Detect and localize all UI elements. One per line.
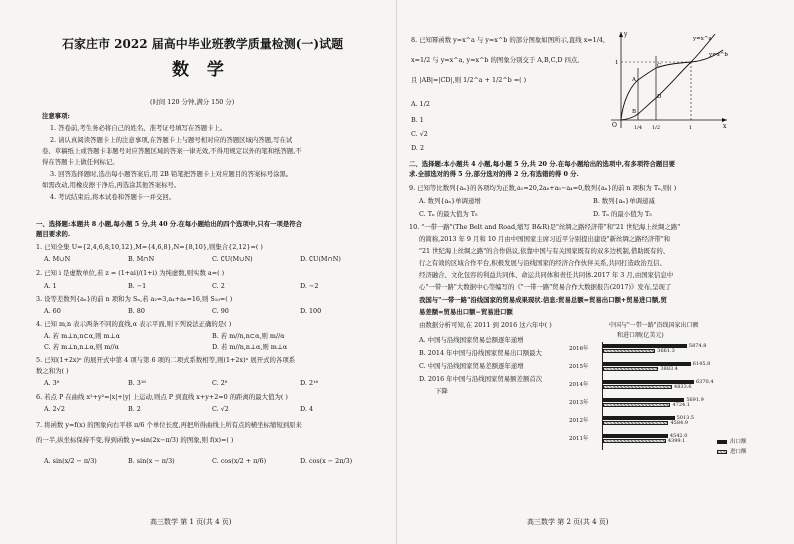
option-c: C. 中国与沿线国家贸易差额逐年递增 [419,362,524,370]
bar-value-label: 4542.0 [669,433,688,439]
option-d-cont: 下降 [435,387,448,395]
option-a: A. 1 [44,282,57,290]
bar-value-label: 6370.4 [696,379,714,385]
option-b: B. 数列{aₙ}单调递减 [593,197,655,205]
option-d: D. ∁U(M∩N) [300,255,341,263]
x-tick-label: 1 [689,125,693,131]
legend-swatch-export [717,440,727,444]
bar-value-label: 4833.6 [674,384,692,390]
section-2-heading-cont: 求.全部选对的得 5 分,部分选对的得 2 分,有选错的得 0 分. [409,170,579,178]
origin-label: O [612,122,617,129]
bar-import [603,367,658,371]
chart-category-label: 2014年 [569,382,589,388]
note-line: 如需改动,用橡皮擦干净后,再选涂其他答案标号。 [42,181,181,189]
x-axis-arrow-icon [722,118,727,122]
section-1-heading: 一、选择题:本题共 8 小题,每小题 5 分,共 40 分.在每小题给出的四个选项中,只有一项是符合 [36,220,303,228]
curve-b [621,50,723,120]
y-axis-arrow-icon [619,32,623,37]
bar-import [603,403,670,407]
question-3: 3. 设等差数列{aₙ}的前 n 项和为 Sₙ,若 a₂=3,a₄+a₆=16,则 S₁₀=( ) [36,295,233,303]
exam-meta: (时间 120 分钟,满分 150 分) [150,98,235,106]
question-5-cont: 数之和为( ) [36,367,69,375]
question-10-line: 的简称,2013 年 9 月和 10 月由中国国家主席习近平分别提出建设"新丝绸之路经济带"和 [419,235,671,243]
chart-title: 中国与"一带一路"沿线国家出口额 [609,322,699,329]
option-d: D. 2016 年中国与沿线国家贸易额差额首次 [419,375,543,383]
question-5: 5. 已知(1+2x)ⁿ 的展开式中第 4 项与第 6 项的二项式系数相等,则(1+2x)ⁿ 展开式的各项系 [36,356,296,364]
option-c: C. ∁U(M∪N) [212,255,253,263]
note-line: 3. 回答选择题时,选出每小题答案后,用 2B 铅笔把答题卡上对应题目的答案标号涂黑。 [50,170,293,178]
option-b: B. 2 [128,405,141,413]
page-2 [397,0,794,544]
curve-a-label: y=x^a [693,36,712,42]
question-10-line: 经济融合、文化包容的利益共同体、命运共同体和责任共同体.2017 年 3 月,由国家信息中 [419,271,674,279]
question-9: 9. 已知等比数列{aₙ}的各项均为正数,a₁=20,2a₆+a₅−a₄=0,数列{aₙ}的前 n 项积为 Tₙ,则( ) [409,184,677,192]
section-1-heading-cont: 题目要求的. [36,230,71,238]
option-d: D. 若 m//n,n⊥α,则 m⊥α [212,343,288,351]
option-a: A. 若 m⊥n,n⊂α,则 m⊥α [44,332,120,340]
bar-value-label: 4724.1 [672,402,690,408]
y-axis-label: y [624,31,628,38]
option-a: A. M∪N [44,255,71,263]
bar-import [603,421,668,425]
legend-label-export: 出口额 [730,439,747,445]
option-c: C. √2 [212,405,229,413]
page-footer: 高三数学 第 2 页(共 4 页) [527,518,609,526]
option-b: B. 80 [128,307,145,315]
option-d: D. 4 [300,405,314,413]
chart-category-label: 2016年 [569,346,589,352]
question-8-line3: 且 |AB|=|CD|,则 1/2^a + 1/2^b =( ) [411,76,527,84]
option-d: D. 2¹⁶ [300,379,319,387]
note-line: 得在答题卡上做任何标记。 [42,158,119,166]
question-2: 2. 已知 i 是虚数单位,若 z = (1+ai)/(1+i) 为纯虚数,则实数 a=( ) [36,269,225,277]
question-10-line: 心"一带一路"大数据中心等编写的《"一带一路"贸易合作大数据报告(2017)》发布,呈现了 [419,283,672,291]
chart-subtitle: 和进口额(亿美元) [617,332,664,339]
option-d: D. cos(x − 2π/3) [300,457,353,465]
chart-axis-line [602,342,603,450]
option-d: D. 100 [300,307,322,315]
option-b: B. 1 [411,116,424,124]
chart-category-label: 2015年 [569,364,589,370]
x-axis-label: x [723,123,727,130]
bar-value-label: 6145.8 [692,361,711,367]
chart-category-label: 2011年 [569,436,589,442]
point-label: C [657,63,662,69]
curve-b-label: y=x^b [709,52,728,58]
point-label: B [632,109,637,115]
note-line: 卷、草稿纸上或答题卡非题号对应答题区域的答案一律无效,不得用规定以外的笔和纸答题,不 [42,147,302,155]
x-tick-label: 1/4 [634,125,643,131]
option-c: C. √2 [411,130,428,138]
option-b: B. −1 [128,282,147,290]
option-c: C. cos(x/2 + π/6) [212,457,267,465]
note-line: 1. 答卷前,考生务必将自己的姓名、准考证号填写在答题卡上。 [50,124,227,132]
trade-bar-chart [567,320,777,462]
bar-value-label: 5691.9 [686,397,704,403]
subject-title: 数 学 [172,60,230,80]
bar-import [603,439,666,443]
x-tick-label: 1/2 [652,125,661,131]
option-a: A. sin(x/2 − π/3) [44,457,97,465]
question-10-line: "21 世纪海上丝绸之路"的合作倡议,依靠中国与有关国家既有的双多边机制,借助既有的、 [419,247,670,255]
option-a: A. 60 [44,307,61,315]
option-b: B. 若 m//n,n⊂α,则 m//α [212,332,285,340]
question-6: 6. 若点 P 在曲线 x²+y²=|x|+|y| 上运动,则点 P 到直线 x+y+2=0 的距离的最大值为( ) [36,393,288,401]
question-10-line: 我国与"一带一路"沿线国家的贸易成果现状.信息:贸易总额=贸易出口额+贸易进口额,贸 [419,296,667,304]
legend-label-import: 进口额 [730,449,747,455]
page-footer: 高三数学 第 1 页(共 4 页) [150,518,232,526]
point-label: D [657,94,662,100]
question-10-line: 易差额=贸易出口额−贸易进口额 [419,308,513,316]
option-a: A. 2√2 [44,405,65,413]
bar-import [603,385,672,389]
power-function-graph [607,28,731,132]
option-c: C. Tₙ 的最大值为 T₅ [419,210,478,218]
bar-value-label: 4584.9 [670,420,688,426]
question-8: 8. 已知幂函数 y=x^a 与 y=x^b 的部分图象如图所示,直线 x=1/4, [411,36,605,44]
option-b: B. 2014 年中国与沿线国家贸易出口额最大 [419,349,542,357]
question-10-line: 由数据分析可知,在 2011 到 2016 这六年中( ) [419,321,552,329]
bar-export [603,416,675,420]
point-label: A [632,77,636,83]
option-a: A. 数列{aₙ}单调递增 [419,197,481,205]
option-c: C. 2 [212,282,225,290]
question-10-line: 行之有效的区域合作平台,积极发展与沿线国家的经济合作伙伴关系,共同打造政治互信、 [419,259,666,267]
bar-value-label: 3883.4 [660,366,678,372]
question-10-line: 10. "一带一路"(The Belt and Road,缩写 B&R)是"丝绸之路经济带"和"21 世纪海上丝绸之路" [409,223,681,231]
bar-value-label: 4399.1 [667,438,686,444]
option-a: A. 中国与沿线国家贸易总额逐年递增 [419,336,524,344]
note-line: 4. 考试结束后,将本试卷和答题卡一并交回。 [50,193,176,201]
legend-swatch-import [717,450,727,454]
question-8-line2: x=1/2 与 y=x^a, y=x^b 的图象分别交于 A,B,C,D 四点, [411,56,580,64]
option-b: B. 3¹⁶ [128,379,146,387]
option-c: C. 若 m⊥n,n⊥α,则 m//α [44,343,119,351]
option-a: A. 3⁸ [44,379,60,387]
note-line: 2. 请认真阅读答题卡上的注意事项,在答题卡上与题号相对应的答题区域内答题,写在试 [50,136,293,144]
option-c: C. 2⁸ [212,379,228,387]
notes-heading: 注意事项: [42,112,70,120]
question-4: 4. 已知 m,n 表示两条不同的直线,α 表示平面,则下列说法正确的是( ) [36,320,232,328]
option-d: D. Tₙ 的最小值为 T₅ [593,210,652,218]
y-tick-label: 1 [615,60,619,66]
bar-value-label: 5874.8 [688,343,707,349]
chart-category-label: 2013年 [569,400,589,406]
bar-value-label: 5013.5 [676,415,695,421]
option-a: A. 1/2 [411,100,430,108]
bar-export [603,434,668,438]
question-1: 1. 已知全集 U={2,4,6,8,10,12},M={4,6,8},N={8,10},则集合{2,12}=( ) [36,243,263,251]
bar-value-label: 3661.3 [657,348,675,354]
bar-import [603,349,655,353]
exam-title: 石家庄市 2022 届高中毕业班教学质量检测(一)试题 [62,37,344,51]
section-2-heading: 二、选择题:本小题共 4 小题,每小题 5 分,共 20 分.在每小题给出的选项中,有多项符合题目要 [409,160,676,168]
option-c: C. 90 [212,307,229,315]
option-b: B. sin(x − π/3) [128,457,175,465]
option-b: B. M∩N [128,255,155,263]
option-d: D. −2 [300,282,319,290]
chart-category-label: 2012年 [569,418,589,424]
option-d: D. 2 [411,144,425,152]
question-7: 7. 将函数 y=f(x) 的图象向右平移 π/6 个单位长度,再把所得曲线上所有点的横坐标缩短到原来 [36,421,302,429]
question-7-cont: 的一半,纵坐标保持不变,得到函数 y=sin(2x−π/3) 的图象,则 f(x)=( ) [36,436,234,444]
